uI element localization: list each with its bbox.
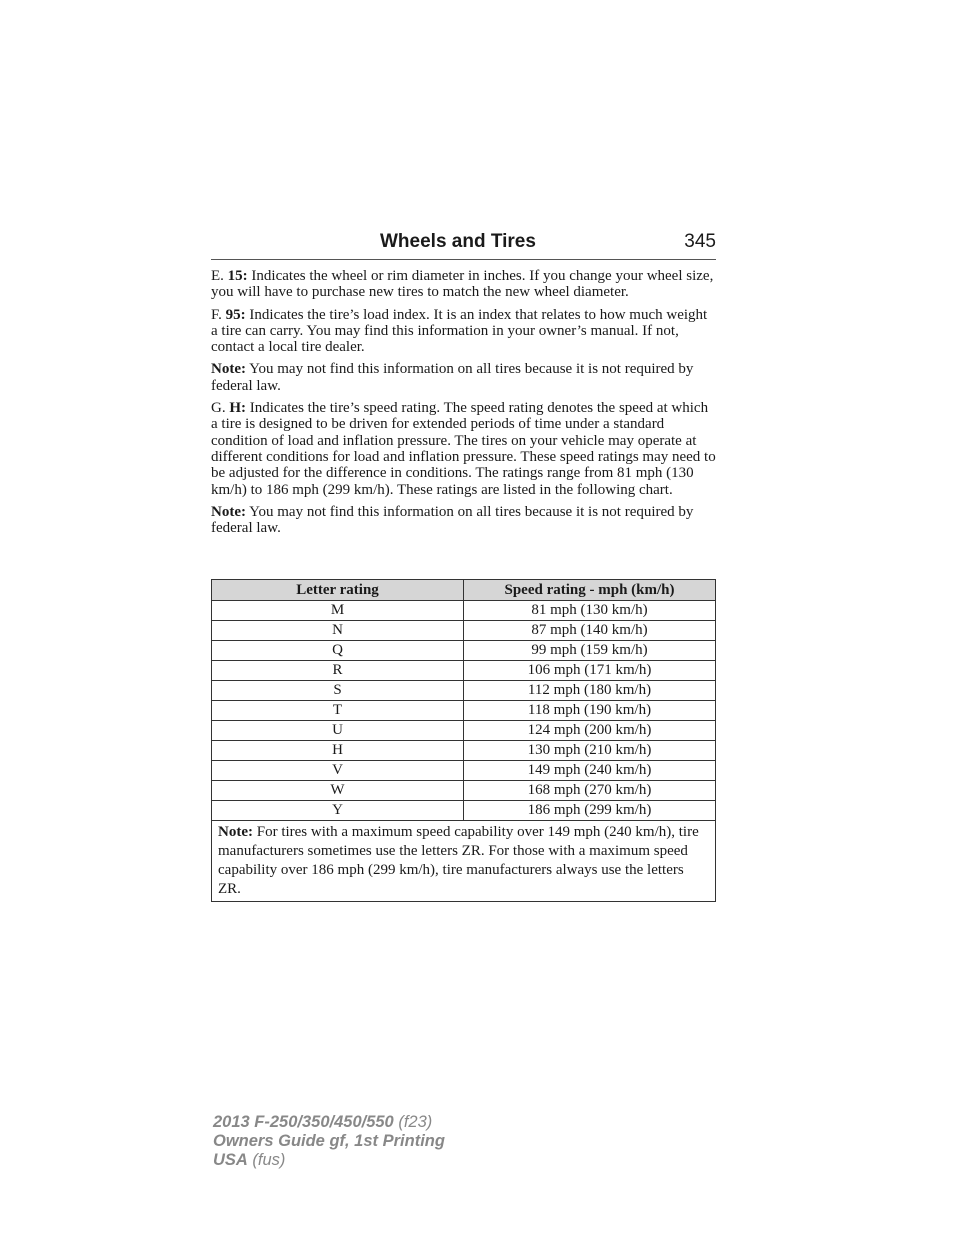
table-row xyxy=(212,601,716,621)
paragraph-g xyxy=(211,400,717,498)
page-number: 345 xyxy=(684,231,716,252)
letter-cell: H xyxy=(212,741,464,761)
para-label: 15: xyxy=(227,268,248,284)
speed-cell: 118 mph (190 km/h) xyxy=(464,701,716,721)
letter-cell: W xyxy=(212,781,464,801)
note-label: Note: xyxy=(218,824,253,840)
letter-cell: S xyxy=(212,681,464,701)
letter-cell: V xyxy=(212,761,464,781)
para-text: You may not find this information on all tires because it is not required by federal law. xyxy=(211,503,694,537)
column-header-letter: Letter rating xyxy=(212,580,464,601)
para-text: You may not find this information on all tires because it is not required by federal law. xyxy=(211,361,694,394)
para-label: 95: xyxy=(225,306,246,323)
table-header-row xyxy=(212,580,716,601)
table-row xyxy=(212,741,716,761)
speed-cell: 106 mph (171 km/h) xyxy=(464,661,716,681)
para-text: Indicates the tire’s load index. It is an index that relates to how much weight a tire can carry. You may find this information in your owner’s manual. If not, contact a local tire dealer. xyxy=(211,306,708,356)
footer-line-region xyxy=(213,1151,445,1170)
speed-cell: 112 mph (180 km/h) xyxy=(464,681,716,701)
para-text: Indicates the tire’s speed rating. The speed rating denotes the speed at which a tire is designed to be driven for extended periods of time under a standard condition of load and inflation pressure. The tires on your vehicle may operate at different conditions for load and inflation pressure. These speed ratings may need to be adjusted for the difference in conditions. The ratings range from 81 mph (130 km/h) to 186 mph (299 km/h). These ratings are listed in the following chart. xyxy=(211,400,716,498)
page-footer xyxy=(213,1113,445,1170)
speed-cell: 99 mph (159 km/h) xyxy=(464,641,716,661)
table-row xyxy=(212,721,716,741)
para-label: Note: xyxy=(211,503,246,520)
column-header-speed: Speed rating - mph (km/h) xyxy=(464,580,716,601)
note-text: For tires with a maximum speed capability over 149 mph (240 km/h), tire manufacturers sometimes use the letters ZR. For those with a maximum speed capability over 186 mph (299 km/h), tire manufacturers always use the letters ZR. xyxy=(218,824,699,897)
table-row xyxy=(212,761,716,781)
speed-rating-table xyxy=(211,579,716,902)
table-row xyxy=(212,701,716,721)
footer-model: 2013 F-250/350/450/550 xyxy=(213,1113,394,1131)
table-note xyxy=(212,821,716,902)
speed-cell: 124 mph (200 km/h) xyxy=(464,721,716,741)
speed-cell: 186 mph (299 km/h) xyxy=(464,801,716,821)
para-prefix: E. xyxy=(211,268,228,284)
paragraph-f xyxy=(211,307,717,356)
footer-line-guide: Owners Guide gf, 1st Printing xyxy=(213,1132,445,1150)
table-row xyxy=(212,661,716,681)
footer-model-code: (f23) xyxy=(393,1113,433,1131)
letter-cell: T xyxy=(212,701,464,721)
paragraph-e xyxy=(211,268,717,301)
letter-cell: Q xyxy=(212,641,464,661)
footer-region: USA xyxy=(213,1151,248,1169)
para-label: H: xyxy=(229,400,247,417)
table-note-row xyxy=(212,821,716,902)
footer-line-model xyxy=(213,1113,445,1132)
letter-cell: R xyxy=(212,661,464,681)
letter-cell: Y xyxy=(212,801,464,821)
speed-cell: 168 mph (270 km/h) xyxy=(464,781,716,801)
note-paragraph xyxy=(211,504,717,537)
para-prefix: G. xyxy=(211,400,230,417)
para-prefix: F. xyxy=(211,306,226,323)
table-row xyxy=(212,781,716,801)
para-text: Indicates the wheel or rim diameter in inches. If you change your wheel size, you will have to purchase new tires to match the new wheel diameter. xyxy=(211,268,714,301)
letter-cell: M xyxy=(212,601,464,621)
table-body xyxy=(212,601,716,902)
speed-cell: 149 mph (240 km/h) xyxy=(464,761,716,781)
speed-cell: 81 mph (130 km/h) xyxy=(464,601,716,621)
table-row xyxy=(212,681,716,701)
speed-cell: 130 mph (210 km/h) xyxy=(464,741,716,761)
letter-cell: N xyxy=(212,621,464,641)
body-text xyxy=(211,268,717,542)
footer-region-code: (fus) xyxy=(247,1151,286,1169)
table-row xyxy=(212,641,716,661)
page-header xyxy=(211,229,716,260)
letter-cell: U xyxy=(212,721,464,741)
table-row xyxy=(212,801,716,821)
table-row xyxy=(212,621,716,641)
note-paragraph xyxy=(211,361,717,394)
speed-cell: 87 mph (140 km/h) xyxy=(464,621,716,641)
section-title: Wheels and Tires xyxy=(380,231,536,252)
para-label: Note: xyxy=(211,361,246,378)
